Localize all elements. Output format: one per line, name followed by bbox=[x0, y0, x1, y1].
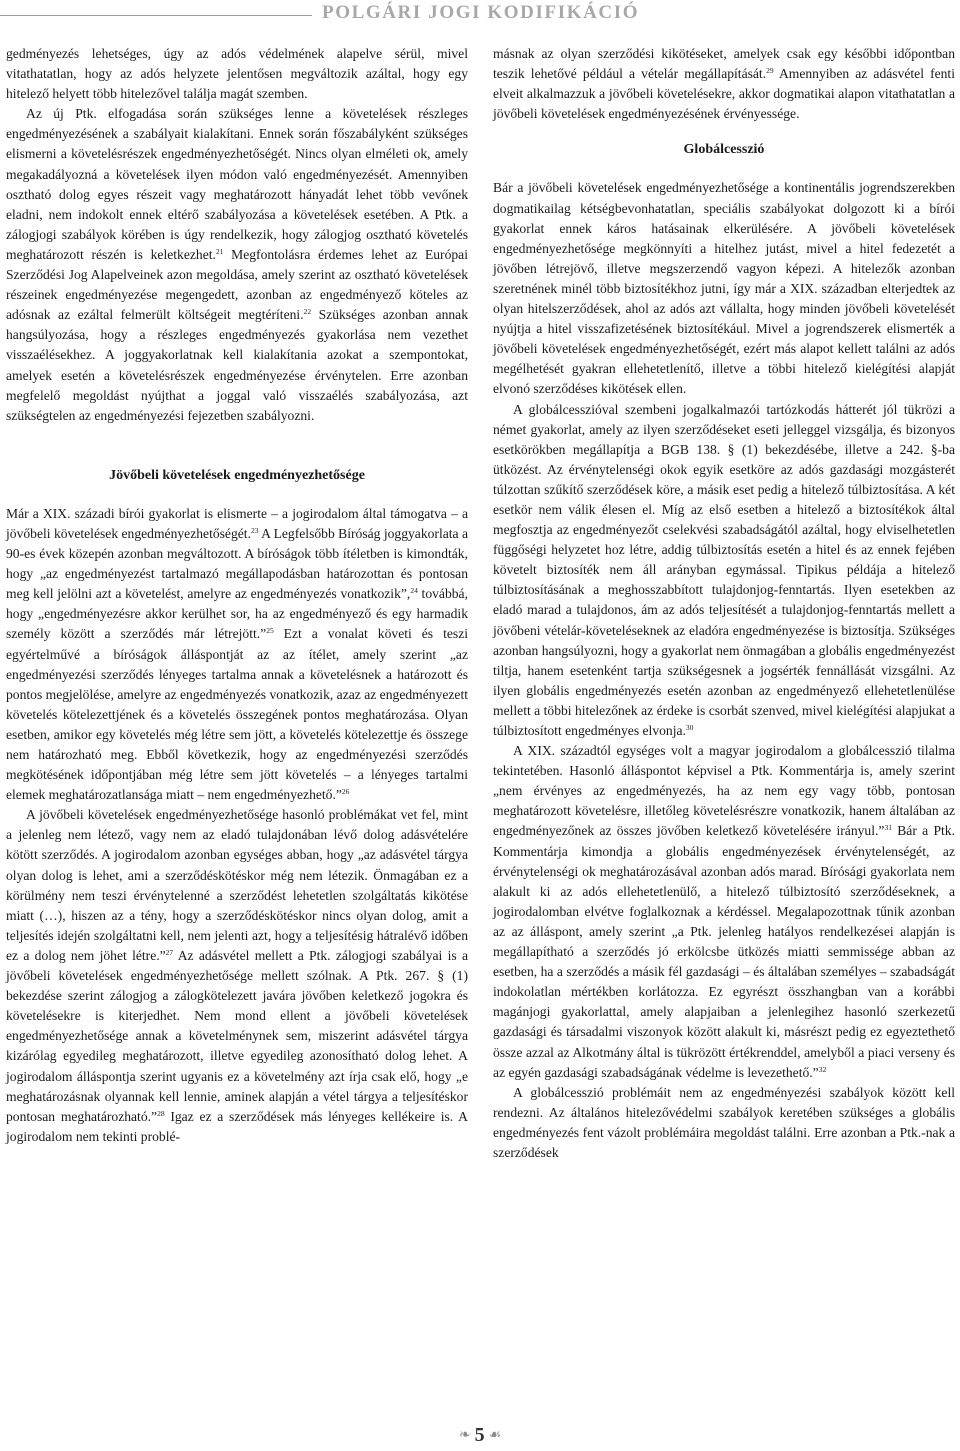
footnote-ref[interactable]: 29 bbox=[766, 66, 774, 76]
footnote-ref[interactable]: 31 bbox=[884, 823, 892, 833]
section-heading: Globálcesszió bbox=[683, 142, 765, 158]
paragraph: Már a XIX. századi bírói gyakorlat is elismerte – a jogirodalom által támogatva – a jövőbeli követelések engedményezhetőségét.$^{23}$ A Legfelsőbb Bíróság joggyakorlata a 90-es évek közepén azonban megváltozott. A bíróságok több ítéletben is kimondták, hogy „az engedményezést tartalmazó megállapodásban határozottan és pontosan meg kell jelölni azt a követelést, amelyre az engedményezés vonatkozik”,$^{24}$ továbbá, hogy „engedményezésre akkor kerülhet sor, ha az engedményező és egy harmadik személy között a szerződés már létrejött.”$^{25}$ Ezt a vonalat követi és teszi egyértelművé a bíróságok álláspontját az az ítélet, amely szerint „az engedményezési szerződés lényeges tartalma annak a követelésnek a határozott és pontos megjelölése, amelyre az engedményezés vonatkozik, azaz az engedményezett követelés kötelezettjének és a követelés összegének pontos meghatározása. Olyan esetben, amikor egy követelés még létre sem jött, a követelés kötelezettje és összege nem határozható meg. Ebből következik, hogy az engedményezési szerződés megkötésének időpontjában még létre sem jött követelés – a lényeges tartalmi elemek meghatározatlansága miatt – nem engedményezhető.”$^{26}$ bbox=[6, 505, 469, 803]
header-rule bbox=[0, 15, 312, 16]
footnote-ref[interactable]: 23 bbox=[250, 525, 259, 535]
fleuron-right-icon: ☙ bbox=[488, 1428, 502, 1443]
footnote-ref[interactable]: 24 bbox=[410, 586, 418, 596]
paragraph: Bár a jövőbeli követelések engedményezhetősége a kontinentális jogrendszerekben dogmatikailag kétségbevonhatatlan, speciális szabályokat dolgozott ki a bírói gyakorlat ennek káros hatásainak elkerülésére. A jövőbeli követelések engedményezhetősége megkönnyíti a hitelhez jutást, mivel a hitel fedezetét a jövőben létrejövő, illetve megszerzendő vagyon képezi. A hitelezők azonban szeretnének minél több biztosítékhoz jutni, így már a XIX. században elterjedtek az olyan hitelszerződések, ahol az adós azt vállalta, hogy minden jövőbeli követelését nyújtja a hitel visszafizetésének biztosítékául. Mivel a jogrendszerek elismerték a jövőbeli követelések engedményezhetőségét, ezért más alapot kellett találni az adós megélhetését gyakran ellehetetlenítő, illetve a többi hitelező kielégítési alapját elvonó szerződéses kikötések ellen. bbox=[493, 180, 955, 397]
footnote-ref[interactable]: 26 bbox=[341, 787, 350, 797]
paragraph: A jövőbeli követelések engedményezhetősége hasonló problémákat vet fel, mint a jelenleg nem létező, vagy nem az eladó tulajdonában lévő dolog adásvételére kötött szerződés. A jogirodalom azonban egységes abban, hogy „az adásvétel tárgya olyan dolog is lehet, ami a szerződéskötéskor még nem létezik. Önmagában ez a körülmény nem teszi érvénytelenné a szerződést lehetetlen szolgáltatás kikötése miatt (…), hiszen az a tény, hogy a szerződéskötéskor nincs olyan dolog, amit a teljesítés idején szolgáltatni kell, nem jelenti azt, hogy a teljesítésig hátralévő időben ez a dolog nem jöhet létre.”$^{27}$ Az adásvétel mellett a Ptk. zálogjogi szabályai is a jövőbeli követelések engedményezhetősége mellett szólnak. A Ptk. 267. § (1) bekezdése szerint zálogjog a zálogkötelezett javára jövőben keletkező jogokra és követelésekre is kiterjedhet. Nem mond ellent a jövőbeli követelések engedményezhetősége annak a követelménynek sem, miszerint adásvétel tárgya kizárólag egyedileg meghatározott, illetve egyedileg azonosítható dolog lehet. A jogirodalom álláspontja szerint ugyanis ez a követelmény azt írja csak elő, hogy „e meghatározásnak olyannak kell lennie, aminek alapján a vétel tárgya a teljesítéskor pontosan meghatározható.”$^{28}$ Igaz ez a szerződések más lényeges kellékeire is. A jogirodalom nem tekinti problé- bbox=[6, 807, 468, 1144]
running-header bbox=[0, 0, 960, 32]
paragraph: Az új Ptk. elfogadása során szükséges lenne a követelések részleges engedményezésének a szabályait kialakítani. Ennek során főszabályként szükséges elismerni a követelésrészek engedményezhetőségét. Nincs olyan elméleti ok, amely megakadályozná a követelések ilyen módon való engedményezését. Amennyiben osztható dolog egyes részeit vagy meghatározott hányadát lehet több vevőnek eladni, nem indokolt ennek eltérő szabályozása a követelések esetében. A Ptk. a zálogjogi szabályok körében is úgy rendelkezik, hogy zálogjog osztható követelés meghatározott részén is keletkezhet.$^{21}$ Megfontolásra érdemes lehet az Európai Szerződési Jog Alapelveinek azon megoldása, amely szerint az osztható követelések részeinek engedményezése megengedett, azonban az engedményező köteles az adósnak az ezáltal felmerült költségeit megtéríteni.$^{22}$ Szükséges azonban annak hangsúlyozása, hogy a részleges engedményezés gyakorlása nem vezethet visszaélésekhez. A joggyakorlatnak kell kialakítania azokat a szempontokat, amelyek esetén a követelésrészek engedményezése érvénytelen. Erre azonban megfelelő megoldást nyújthat a joggal való visszaélés szabályozása, azt szükségtelen az engedményezési fejezetben szabályozni. bbox=[6, 106, 468, 423]
paragraph: A XIX. századtól egységes volt a magyar jogirodalom a globálcesszió tilalma tekintetében. Hasonló álláspontot képvisel a Ptk. Kommentárja is, amely szerint „nem érvényes az engedményezés, ha az nem egy vagy több, pontosan meghatározott követelésre, illetőleg követelésrészre vonatkozik, hanem általában az engedményezőnek az összes jövőben keletkező követelésére irányul.”$^{31}$ Bár a Ptk. Kommentárja kimondja a globális engedményezések érvénytelenségét, az érvénytelenségi ok meghatározásával azonban adós marad. Bírósági gyakorlata nem alakult ki az adós ellehetetlenülő, a hitelező túlbiztosító szerződéseknek, a jogirodalomban elvétve foglalkoznak a kérdéssel. Megalapozottnak tűnik azonban az az álláspont, amely szerint „a Ptk. jelenleg hatályos rendelkezései alapján is megállapítható a szerződés jó erkölcsbe ütközés miatti semmissége abban az esetben, ha a szerződés a másik fél gazdasági – és általában személyes – szabadságát indokolatlan mértékben korlátozza. Ez egyrészt összhangban van a korábbi magánjogi gyakorlattal, amely alapjaiban a jelenlegihez hasonló szerkezetű gazdasági és társadalmi viszonyok között alakult ki, másrészt pedig ez egyeztethető össze azzal az Alkotmány által is tükrözött értékrenddel, amelyből a piaci verseny és az egyén gazdasági szabadságának védelme is levezethető.”$^{32}$ bbox=[493, 743, 955, 1080]
footnote-ref[interactable]: 28 bbox=[157, 1108, 165, 1118]
page-footer bbox=[0, 1424, 960, 1450]
paragraph: A globálcesszió problémáit nem az engedményezési szabályok között kell rendezni. Az általános hitelezővédelmi szabályok keretében szükséges a globális engedményezés fent vázolt problémáira megoldást találni. Erre azonban a Ptk.-nak a szerződések bbox=[493, 1084, 955, 1160]
paragraph: másnak az olyan szerződési kikötéseket, amelyek csak egy későbbi időpontban teszik lehetővé például a vételár megállapítását.$^{29}$ Amennyiben az adásvétel fenti elveit alkalmazzuk a jövőbeli követelésekre, akkor dogmatikai alapon vitathatatlan a jövőbeli követelések engedményezésének érvényessége. bbox=[493, 46, 955, 122]
section-heading: Jövőbeli követelések engedményezhetősége bbox=[109, 467, 365, 483]
left-column bbox=[6, 44, 468, 1147]
fleuron-left-icon: ❧ bbox=[458, 1428, 471, 1443]
footnote-ref[interactable]: 21 bbox=[215, 246, 224, 256]
footnote-ref[interactable]: 27 bbox=[165, 947, 174, 957]
right-column bbox=[493, 44, 955, 1163]
paragraph: gedményezés lehetséges, úgy az adós védelmének alapelve sérül, mivel vitathatatlan, hogy az adós helyzete jelentősen megváltozik azáltal, hogy egy hitelező helyett több hitelezővel találja magát szemben. bbox=[6, 46, 468, 102]
footnote-ref[interactable]: 32 bbox=[818, 1064, 827, 1074]
journal-title: POLGÁRI JOGI KODIFIKÁCIÓ bbox=[322, 2, 640, 23]
page-number: 5 bbox=[474, 1424, 485, 1446]
footnote-ref[interactable]: 22 bbox=[303, 307, 312, 317]
footnote-ref[interactable]: 30 bbox=[685, 723, 694, 732]
footnote-ref[interactable]: 25 bbox=[266, 626, 274, 636]
paragraph: A globálcesszióval szembeni jogalkalmazói tartózkodás hátterét jól tükrözi a német gyakorlat, amely az ilyen szerződéseket eseti jelleggel vizsgálja, és bizonyos esetkörökben megállapítja a BGB 138. § (1) bekezdésébe, illetve a 242. §-ba ütközést. Az érvénytelenségi okok egyik esetköre az adós gazdasági mozgásterét túlzottan szűkítő szerződések köre, a másik eset pedig a hitelező túlbiztosítása. A két esetkör nem válik élesen el. Míg az első esetben a hitelező a biztosítékok által megfosztja az engedményezőt cselekvési szabadságától azáltal, hogy elviselhetetlen függőségi helyzetet hoz létre, addig túlbiztosítás esetén a hitel és az ennek fejében követelt biztosíték nem áll arányban egymással. Tipikus példája a hitelező túlbiztosításának a meghosszabbított tulajdonjog-fenntartás. Ilyen esetekben az eladó marad a tulajdonos, ám az adós teljesítését a tulajdonjog-fenntartás mellett a jövőbeni vételár-követeléseknek az eladóra engedményezése is biztosítja. Szükséges azonban hangsúlyozni, hogy a gyakorlat nem önmagában a globális engedményezést tiltja, hanem esetenként tartja szükségesnek a jogsérték fennállását vizsgálni. Az ilyen globális engedményezés esetén azonban az engedményező ellehetetlenülése mellett a többi hitelezőnek az érdeke is csorbát szenved, mivel kielégítési alapjukat a túlbiztosított engedményes elvonja.$^{30}$ bbox=[493, 401, 955, 738]
